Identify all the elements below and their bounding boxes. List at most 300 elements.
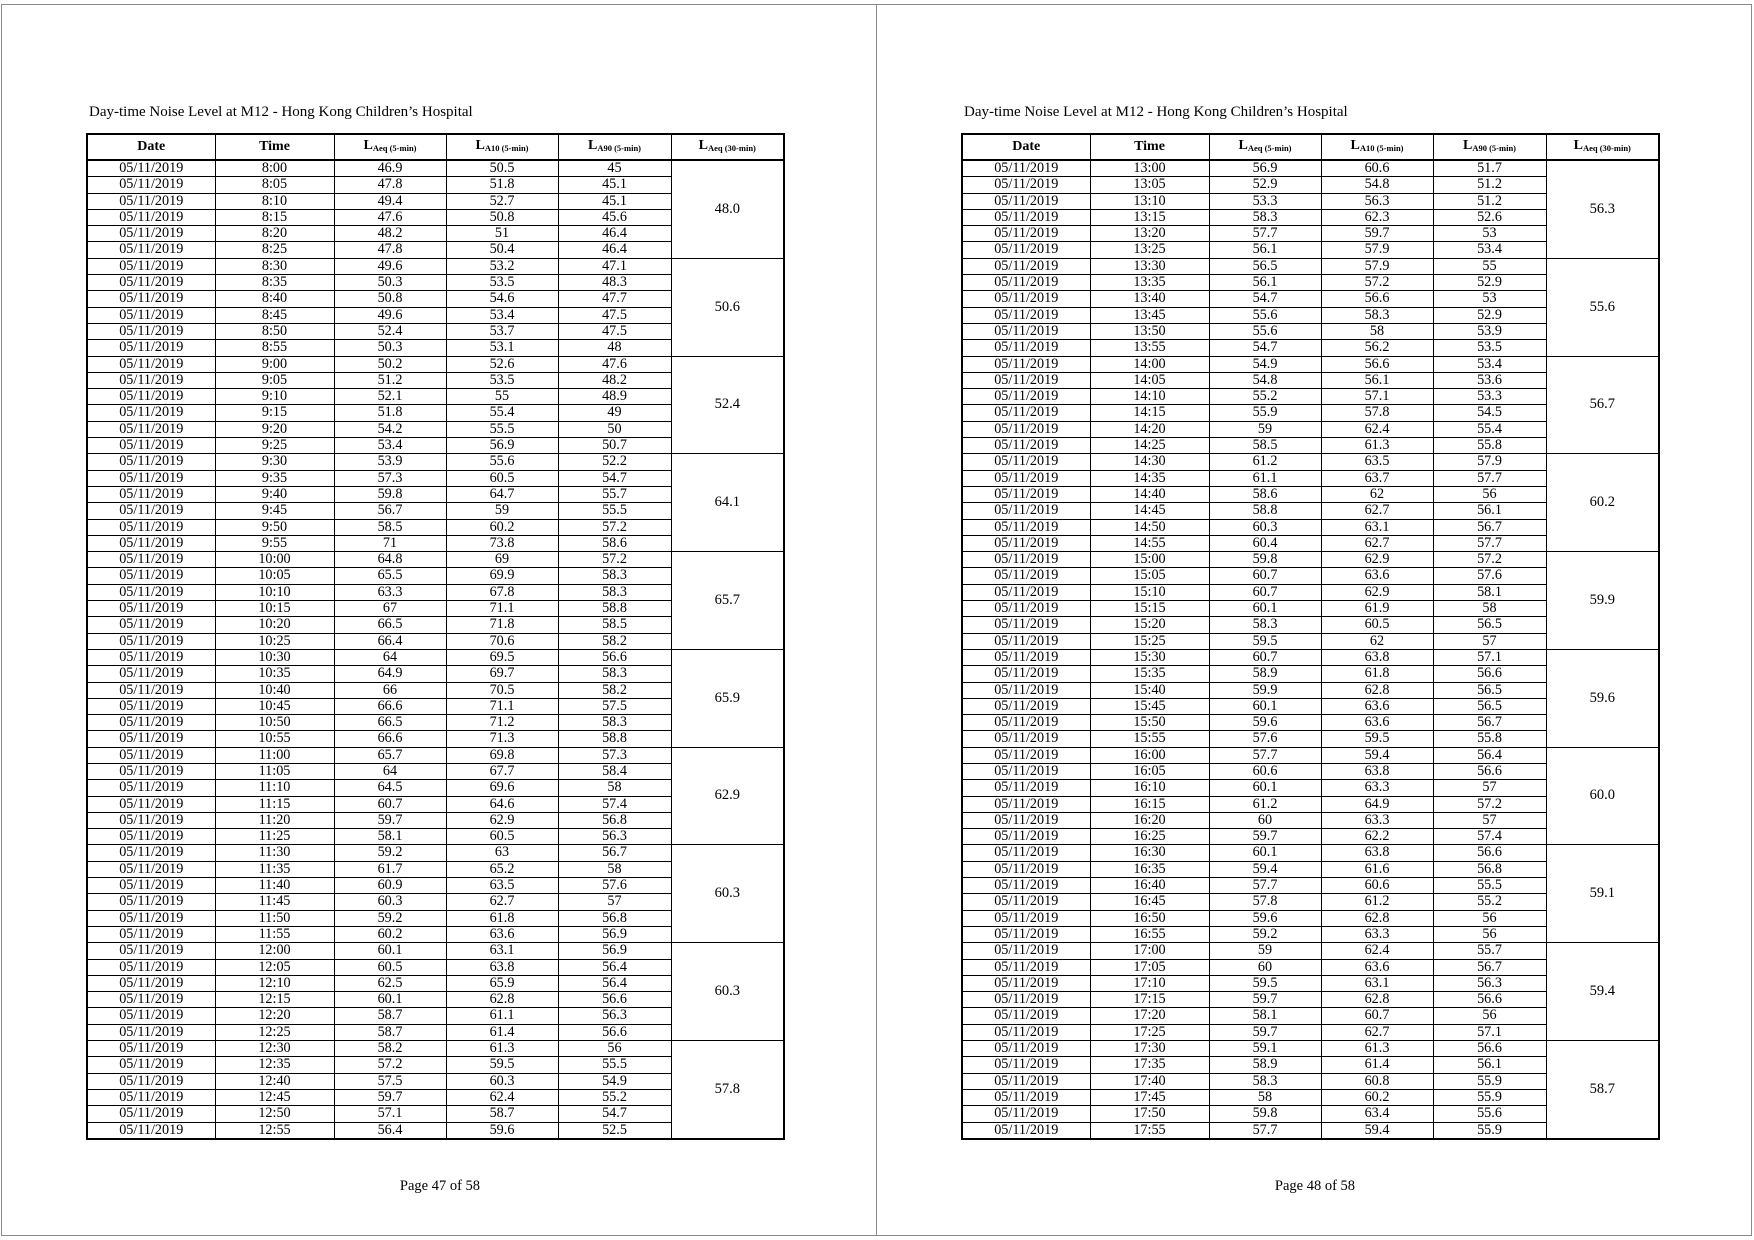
cell-la90-5min: 58.3	[558, 584, 671, 600]
cell-laeq-30min: 59.6	[1546, 649, 1659, 747]
cell-la10-5min: 63.6	[1321, 715, 1433, 731]
cell-la10-5min: 59.4	[1321, 747, 1433, 763]
cell-la90-5min: 50.7	[558, 438, 671, 454]
cell-laeq-30min: 59.9	[1546, 552, 1659, 650]
cell-time: 15:15	[1090, 601, 1209, 617]
cell-laeq-5min: 59.2	[1209, 926, 1321, 942]
cell-la10-5min: 63.4	[1321, 1106, 1433, 1122]
cell-date: 05/11/2019	[87, 275, 215, 291]
cell-la90-5min: 56.1	[1433, 503, 1546, 519]
cell-laeq-5min: 67	[334, 601, 446, 617]
cell-time: 13:15	[1090, 209, 1209, 225]
column-header-main: L	[1238, 138, 1248, 153]
cell-time: 14:20	[1090, 421, 1209, 437]
cell-la10-5min: 59.5	[1321, 731, 1433, 747]
cell-la90-5min: 58.2	[558, 682, 671, 698]
cell-time: 8:25	[215, 242, 334, 258]
cell-laeq-5min: 58.8	[1209, 503, 1321, 519]
cell-time: 14:50	[1090, 519, 1209, 535]
cell-date: 05/11/2019	[962, 910, 1090, 926]
cell-la90-5min: 55.9	[1433, 1122, 1546, 1139]
cell-time: 14:05	[1090, 372, 1209, 388]
cell-date: 05/11/2019	[962, 780, 1090, 796]
cell-la10-5min: 59.7	[1321, 226, 1433, 242]
cell-date: 05/11/2019	[87, 1073, 215, 1089]
cell-laeq-5min: 47.6	[334, 209, 446, 225]
cell-la90-5min: 58.3	[558, 666, 671, 682]
cell-date: 05/11/2019	[962, 340, 1090, 356]
cell-date: 05/11/2019	[87, 731, 215, 747]
cell-date: 05/11/2019	[962, 275, 1090, 291]
cell-laeq-5min: 59.2	[334, 910, 446, 926]
cell-laeq-5min: 61.2	[1209, 454, 1321, 470]
cell-date: 05/11/2019	[87, 682, 215, 698]
cell-date: 05/11/2019	[87, 1024, 215, 1040]
cell-laeq-5min: 57.5	[334, 1073, 446, 1089]
table-row	[87, 943, 784, 959]
cell-la10-5min: 62.7	[1321, 503, 1433, 519]
cell-laeq-5min: 52.4	[334, 323, 446, 339]
cell-laeq-5min: 50.3	[334, 275, 446, 291]
cell-laeq-5min: 50.8	[334, 291, 446, 307]
cell-time: 11:40	[215, 878, 334, 894]
cell-la90-5min: 47.5	[558, 323, 671, 339]
cell-date: 05/11/2019	[962, 405, 1090, 421]
cell-la10-5min: 63.5	[1321, 454, 1433, 470]
cell-laeq-5min: 59.6	[1209, 910, 1321, 926]
cell-la10-5min: 62.4	[1321, 943, 1433, 959]
cell-la90-5min: 58.1	[1433, 584, 1546, 600]
cell-la10-5min: 61.1	[446, 1008, 558, 1024]
cell-time: 14:30	[1090, 454, 1209, 470]
cell-date: 05/11/2019	[87, 209, 215, 225]
cell-time: 10:10	[215, 584, 334, 600]
cell-laeq-30min: 65.9	[671, 649, 784, 747]
cell-date: 05/11/2019	[87, 242, 215, 258]
cell-time: 9:45	[215, 503, 334, 519]
cell-date: 05/11/2019	[962, 1008, 1090, 1024]
cell-la10-5min: 58.3	[1321, 307, 1433, 323]
cell-time: 13:10	[1090, 193, 1209, 209]
cell-date: 05/11/2019	[962, 177, 1090, 193]
cell-laeq-5min: 57.7	[1209, 747, 1321, 763]
cell-la10-5min: 59	[446, 503, 558, 519]
cell-date: 05/11/2019	[87, 405, 215, 421]
cell-laeq-5min: 64.9	[334, 666, 446, 682]
column-header-subscript: Aeq (30-min)	[707, 143, 756, 153]
cell-la90-5min: 56	[1433, 486, 1546, 502]
cell-laeq-5min: 59.8	[1209, 552, 1321, 568]
cell-date: 05/11/2019	[87, 568, 215, 584]
cell-laeq-5min: 58.3	[1209, 1073, 1321, 1089]
cell-la90-5min: 56.5	[1433, 698, 1546, 714]
cell-la10-5min: 62.8	[1321, 992, 1433, 1008]
cell-la90-5min: 58.5	[558, 617, 671, 633]
cell-la10-5min: 62.4	[446, 1089, 558, 1105]
cell-date: 05/11/2019	[87, 1089, 215, 1105]
cell-la10-5min: 62	[1321, 633, 1433, 649]
cell-time: 9:55	[215, 535, 334, 551]
cell-time: 8:15	[215, 209, 334, 225]
cell-la90-5min: 46.4	[558, 226, 671, 242]
column-header-main: Date	[1012, 139, 1041, 154]
cell-time: 11:15	[215, 796, 334, 812]
cell-la10-5min: 63	[446, 845, 558, 861]
cell-time: 14:45	[1090, 503, 1209, 519]
cell-time: 12:00	[215, 943, 334, 959]
cell-la90-5min: 57.2	[1433, 552, 1546, 568]
cell-time: 14:40	[1090, 486, 1209, 502]
cell-laeq-5min: 52.1	[334, 389, 446, 405]
cell-time: 16:55	[1090, 926, 1209, 942]
cell-la10-5min: 63.3	[1321, 780, 1433, 796]
page-48	[876, 4, 1752, 1236]
cell-date: 05/11/2019	[87, 486, 215, 502]
cell-date: 05/11/2019	[962, 454, 1090, 470]
cell-la90-5min: 50	[558, 421, 671, 437]
cell-date: 05/11/2019	[87, 421, 215, 437]
cell-laeq-5min: 59.5	[1209, 975, 1321, 991]
cell-la10-5min: 67.8	[446, 584, 558, 600]
cell-date: 05/11/2019	[962, 617, 1090, 633]
cell-laeq-5min: 58.5	[1209, 438, 1321, 454]
cell-la10-5min: 63.6	[1321, 568, 1433, 584]
cell-la90-5min: 56.9	[558, 943, 671, 959]
cell-la90-5min: 56	[558, 1041, 671, 1057]
cell-la10-5min: 67.7	[446, 763, 558, 779]
cell-laeq-5min: 59.1	[1209, 1041, 1321, 1057]
cell-la90-5min: 57.1	[1433, 1024, 1546, 1040]
cell-time: 11:50	[215, 910, 334, 926]
cell-time: 9:05	[215, 372, 334, 388]
cell-laeq-5min: 60.2	[334, 926, 446, 942]
table-row	[962, 356, 1659, 372]
cell-la90-5min: 58.2	[558, 633, 671, 649]
cell-la90-5min: 58	[1433, 601, 1546, 617]
column-header-main: Date	[137, 139, 166, 154]
cell-la90-5min: 47.1	[558, 258, 671, 274]
cell-la10-5min: 62.3	[1321, 209, 1433, 225]
cell-laeq-30min: 52.4	[671, 356, 784, 454]
cell-la90-5min: 57	[1433, 633, 1546, 649]
cell-laeq-5min: 53.4	[334, 438, 446, 454]
cell-la90-5min: 58.6	[558, 535, 671, 551]
cell-la90-5min: 56.8	[558, 910, 671, 926]
column-header-date	[87, 134, 215, 160]
cell-la90-5min: 48	[558, 340, 671, 356]
cell-la90-5min: 53.5	[1433, 340, 1546, 356]
cell-time: 17:45	[1090, 1089, 1209, 1105]
cell-time: 17:25	[1090, 1024, 1209, 1040]
cell-la10-5min: 62.7	[446, 894, 558, 910]
cell-date: 05/11/2019	[87, 1057, 215, 1073]
cell-time: 12:25	[215, 1024, 334, 1040]
cell-time: 11:45	[215, 894, 334, 910]
cell-time: 10:50	[215, 715, 334, 731]
cell-time: 14:00	[1090, 356, 1209, 372]
cell-laeq-5min: 60.3	[1209, 519, 1321, 535]
cell-la10-5min: 69	[446, 552, 558, 568]
cell-date: 05/11/2019	[962, 356, 1090, 372]
cell-la90-5min: 53.9	[1433, 323, 1546, 339]
table-row	[962, 943, 1659, 959]
cell-la90-5min: 56.5	[1433, 617, 1546, 633]
cell-laeq-5min: 66	[334, 682, 446, 698]
cell-la10-5min: 63.8	[1321, 845, 1433, 861]
cell-la10-5min: 64.9	[1321, 796, 1433, 812]
cell-date: 05/11/2019	[962, 845, 1090, 861]
cell-time: 16:00	[1090, 747, 1209, 763]
cell-laeq-5min: 57.7	[1209, 226, 1321, 242]
cell-la90-5min: 55.2	[558, 1089, 671, 1105]
cell-date: 05/11/2019	[962, 715, 1090, 731]
cell-time: 13:40	[1090, 291, 1209, 307]
cell-laeq-5min: 60.1	[1209, 601, 1321, 617]
cell-laeq-5min: 49.4	[334, 193, 446, 209]
table-row	[87, 258, 784, 274]
column-header-main: L	[363, 138, 373, 153]
cell-date: 05/11/2019	[962, 943, 1090, 959]
cell-la90-5min: 56.5	[1433, 682, 1546, 698]
cell-la10-5min: 53.4	[446, 307, 558, 323]
cell-time: 14:10	[1090, 389, 1209, 405]
cell-la10-5min: 60.2	[446, 519, 558, 535]
cell-laeq-5min: 59.9	[1209, 682, 1321, 698]
cell-time: 11:55	[215, 926, 334, 942]
cell-la90-5min: 49	[558, 405, 671, 421]
cell-laeq-30min: 64.1	[671, 454, 784, 552]
cell-date: 05/11/2019	[87, 584, 215, 600]
cell-laeq-5min: 57.1	[334, 1106, 446, 1122]
cell-laeq-5min: 60	[1209, 812, 1321, 828]
cell-la90-5min: 56.6	[1433, 992, 1546, 1008]
cell-la90-5min: 47.5	[558, 307, 671, 323]
cell-la10-5min: 53.2	[446, 258, 558, 274]
table-row	[962, 160, 1659, 177]
cell-laeq-30min: 57.8	[671, 1041, 784, 1139]
cell-date: 05/11/2019	[962, 992, 1090, 1008]
cell-time: 10:30	[215, 649, 334, 665]
cell-la90-5min: 58.3	[558, 568, 671, 584]
column-header-subscript: A90 (5-min)	[1472, 143, 1517, 153]
cell-laeq-5min: 53.3	[1209, 193, 1321, 209]
cell-time: 9:50	[215, 519, 334, 535]
cell-time: 15:25	[1090, 633, 1209, 649]
cell-date: 05/11/2019	[962, 601, 1090, 617]
cell-laeq-5min: 51.8	[334, 405, 446, 421]
cell-date: 05/11/2019	[87, 698, 215, 714]
cell-laeq-30min: 60.3	[671, 845, 784, 943]
cell-la10-5min: 61.9	[1321, 601, 1433, 617]
cell-la90-5min: 52.5	[558, 1122, 671, 1139]
cell-laeq-5min: 59	[1209, 421, 1321, 437]
cell-laeq-5min: 56.1	[1209, 242, 1321, 258]
cell-laeq-5min: 64.8	[334, 552, 446, 568]
cell-la90-5min: 45	[558, 160, 671, 177]
cell-date: 05/11/2019	[87, 307, 215, 323]
cell-laeq-5min: 49.6	[334, 307, 446, 323]
cell-laeq-30min: 56.7	[1546, 356, 1659, 454]
cell-laeq-5min: 64	[334, 649, 446, 665]
cell-laeq-5min: 54.7	[1209, 291, 1321, 307]
cell-time: 15:00	[1090, 552, 1209, 568]
cell-laeq-5min: 57.7	[1209, 1122, 1321, 1139]
cell-la10-5min: 50.8	[446, 209, 558, 225]
cell-la90-5min: 53.6	[1433, 372, 1546, 388]
cell-time: 11:30	[215, 845, 334, 861]
cell-time: 12:30	[215, 1041, 334, 1057]
cell-date: 05/11/2019	[962, 1122, 1090, 1139]
cell-la90-5min: 58.8	[558, 731, 671, 747]
cell-la90-5min: 56.3	[1433, 975, 1546, 991]
cell-time: 15:10	[1090, 584, 1209, 600]
cell-la90-5min: 55.2	[1433, 894, 1546, 910]
cell-la10-5min: 53.5	[446, 275, 558, 291]
cell-laeq-30min: 60.0	[1546, 747, 1659, 845]
cell-la10-5min: 64.7	[446, 486, 558, 502]
cell-laeq-5min: 66.4	[334, 633, 446, 649]
cell-la90-5min: 48.9	[558, 389, 671, 405]
cell-time: 17:35	[1090, 1057, 1209, 1073]
cell-laeq-5min: 64	[334, 763, 446, 779]
cell-laeq-5min: 58.5	[334, 519, 446, 535]
cell-la10-5min: 63.8	[1321, 649, 1433, 665]
cell-date: 05/11/2019	[962, 633, 1090, 649]
cell-date: 05/11/2019	[962, 486, 1090, 502]
cell-time: 13:35	[1090, 275, 1209, 291]
cell-date: 05/11/2019	[962, 812, 1090, 828]
cell-date: 05/11/2019	[962, 747, 1090, 763]
cell-time: 16:50	[1090, 910, 1209, 926]
cell-date: 05/11/2019	[962, 959, 1090, 975]
cell-date: 05/11/2019	[962, 291, 1090, 307]
cell-la10-5min: 56.3	[1321, 193, 1433, 209]
cell-laeq-5min: 51.2	[334, 372, 446, 388]
column-header-laeq-5min	[1209, 134, 1321, 160]
cell-laeq-5min: 52.9	[1209, 177, 1321, 193]
page-title: Day-time Noise Level at M12 - Hong Kong Children’s Hospital	[964, 104, 1348, 120]
cell-la10-5min: 69.5	[446, 649, 558, 665]
cell-la10-5min: 73.8	[446, 535, 558, 551]
column-header-subscript: Aeq (30-min)	[1582, 143, 1631, 153]
cell-la10-5min: 59.4	[1321, 1122, 1433, 1139]
cell-la10-5min: 50.5	[446, 160, 558, 177]
cell-la90-5min: 45.1	[558, 177, 671, 193]
cell-date: 05/11/2019	[962, 568, 1090, 584]
cell-la90-5min: 56.6	[558, 649, 671, 665]
cell-la10-5min: 61.8	[1321, 666, 1433, 682]
column-header-la90-5min	[558, 134, 671, 160]
cell-date: 05/11/2019	[962, 470, 1090, 486]
cell-date: 05/11/2019	[87, 715, 215, 731]
cell-time: 14:35	[1090, 470, 1209, 486]
cell-la90-5min: 57.6	[1433, 568, 1546, 584]
cell-time: 15:30	[1090, 649, 1209, 665]
table-row	[962, 649, 1659, 665]
cell-date: 05/11/2019	[87, 552, 215, 568]
cell-date: 05/11/2019	[87, 372, 215, 388]
cell-la10-5min: 63.1	[1321, 975, 1433, 991]
column-header-main: L	[1350, 138, 1360, 153]
cell-la10-5min: 70.5	[446, 682, 558, 698]
cell-date: 05/11/2019	[962, 698, 1090, 714]
cell-time: 12:05	[215, 959, 334, 975]
cell-la10-5min: 60.8	[1321, 1073, 1433, 1089]
cell-la90-5min: 52.9	[1433, 275, 1546, 291]
cell-date: 05/11/2019	[87, 812, 215, 828]
column-header-la10-5min	[1321, 134, 1433, 160]
cell-time: 12:50	[215, 1106, 334, 1122]
cell-date: 05/11/2019	[962, 307, 1090, 323]
cell-time: 10:40	[215, 682, 334, 698]
cell-laeq-5min: 58.1	[1209, 1008, 1321, 1024]
cell-laeq-5min: 58.7	[334, 1024, 446, 1040]
cell-date: 05/11/2019	[87, 160, 215, 177]
cell-laeq-5min: 46.9	[334, 160, 446, 177]
cell-date: 05/11/2019	[962, 323, 1090, 339]
cell-la90-5min: 57.2	[558, 552, 671, 568]
cell-la90-5min: 56.9	[558, 926, 671, 942]
cell-laeq-5min: 59.7	[1209, 1024, 1321, 1040]
cell-laeq-30min: 55.6	[1546, 258, 1659, 356]
cell-date: 05/11/2019	[962, 1073, 1090, 1089]
cell-la10-5min: 61.4	[446, 1024, 558, 1040]
cell-date: 05/11/2019	[87, 633, 215, 649]
cell-la90-5min: 55.4	[1433, 421, 1546, 437]
cell-la90-5min: 56	[1433, 910, 1546, 926]
cell-date: 05/11/2019	[87, 861, 215, 877]
noise-table	[86, 133, 785, 1140]
cell-laeq-5min: 59.7	[1209, 992, 1321, 1008]
cell-time: 8:10	[215, 193, 334, 209]
cell-laeq-5min: 61.2	[1209, 796, 1321, 812]
cell-date: 05/11/2019	[87, 878, 215, 894]
cell-date: 05/11/2019	[87, 1106, 215, 1122]
cell-time: 17:30	[1090, 1041, 1209, 1057]
cell-la90-5min: 52.2	[558, 454, 671, 470]
cell-time: 10:20	[215, 617, 334, 633]
cell-date: 05/11/2019	[87, 747, 215, 763]
cell-laeq-5min: 58.6	[1209, 486, 1321, 502]
cell-laeq-5min: 56.4	[334, 1122, 446, 1139]
cell-date: 05/11/2019	[87, 666, 215, 682]
cell-la10-5min: 51	[446, 226, 558, 242]
cell-laeq-30min: 65.7	[671, 552, 784, 650]
cell-date: 05/11/2019	[87, 845, 215, 861]
cell-date: 05/11/2019	[87, 226, 215, 242]
table-row	[87, 649, 784, 665]
cell-laeq-5min: 61.7	[334, 861, 446, 877]
cell-la90-5min: 56.7	[1433, 715, 1546, 731]
cell-date: 05/11/2019	[87, 894, 215, 910]
cell-la10-5min: 56.6	[1321, 291, 1433, 307]
cell-laeq-5min: 65.7	[334, 747, 446, 763]
cell-la90-5min: 54.7	[558, 470, 671, 486]
cell-la10-5min: 55.5	[446, 421, 558, 437]
cell-date: 05/11/2019	[87, 258, 215, 274]
cell-date: 05/11/2019	[962, 242, 1090, 258]
column-header-main: L	[475, 138, 485, 153]
cell-laeq-5min: 59.2	[334, 845, 446, 861]
cell-date: 05/11/2019	[87, 1122, 215, 1139]
cell-la10-5min: 63.8	[446, 959, 558, 975]
cell-time: 10:45	[215, 698, 334, 714]
cell-time: 16:05	[1090, 763, 1209, 779]
cell-time: 11:20	[215, 812, 334, 828]
cell-laeq-30min: 59.1	[1546, 845, 1659, 943]
cell-la90-5min: 55.7	[1433, 943, 1546, 959]
cell-date: 05/11/2019	[962, 519, 1090, 535]
